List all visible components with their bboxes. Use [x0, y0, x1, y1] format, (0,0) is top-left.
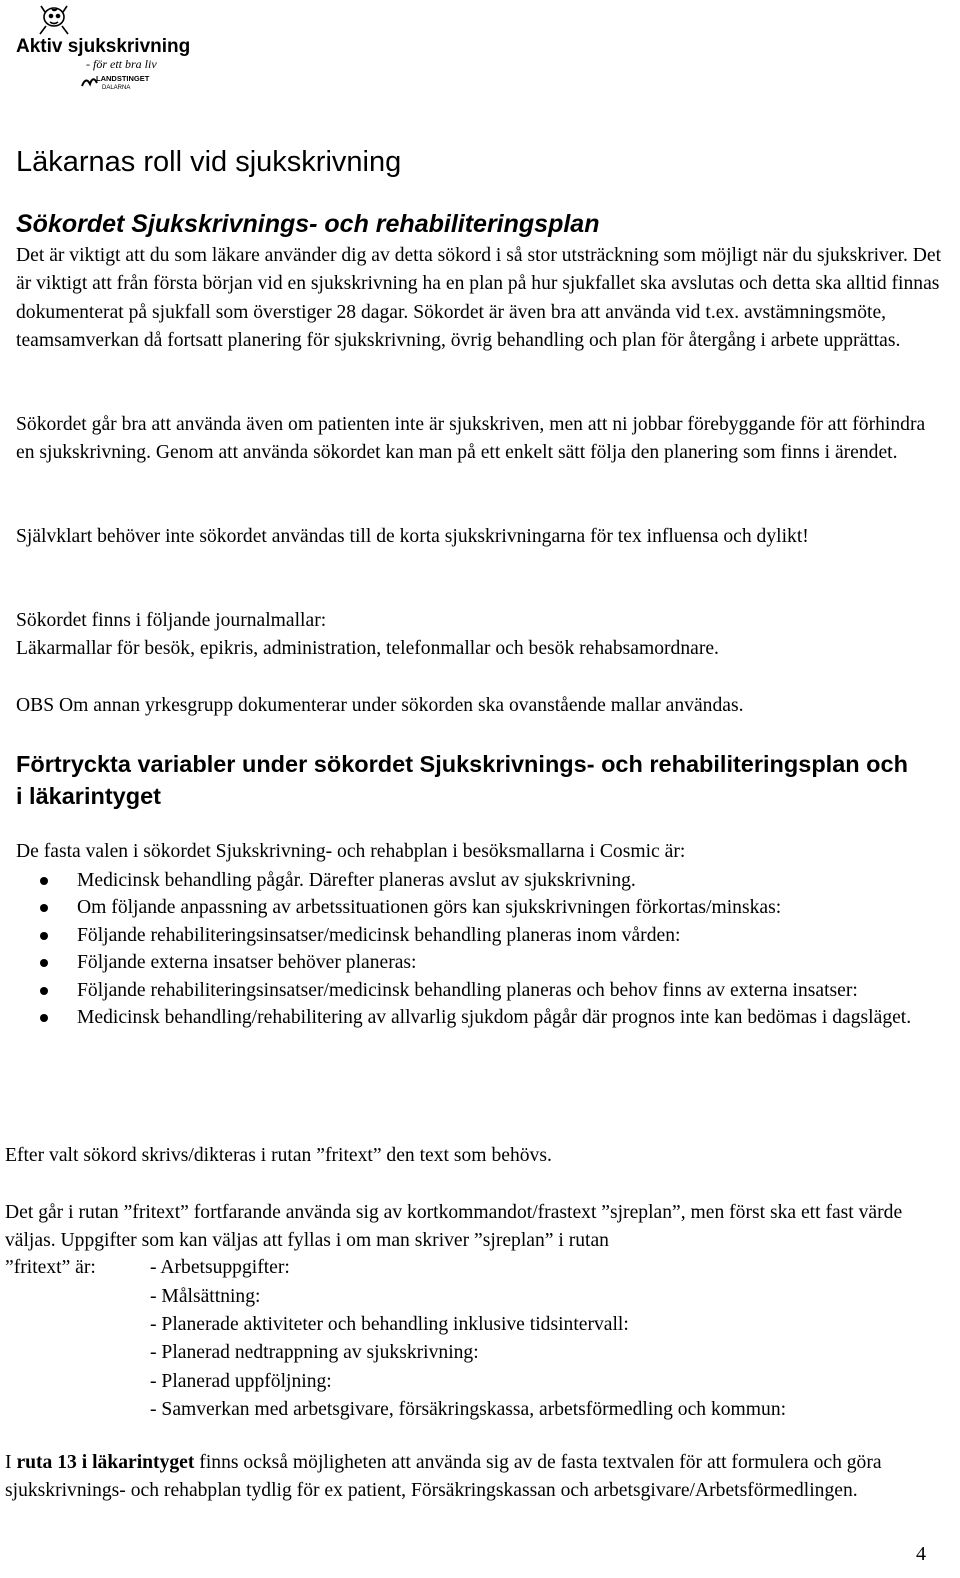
bullet-icon	[40, 1014, 48, 1022]
journal-list: Läkarmallar för besök, epikris, administration, telefonmallar och besök rehabsamordnare.	[16, 638, 719, 660]
mascot-icon	[40, 6, 68, 34]
landstinget-mark	[82, 74, 150, 91]
list-item: - Planerad nedtrappning av sjukskrivning:	[150, 1342, 479, 1364]
fritext-items-list	[150, 1254, 786, 1424]
journal-templates	[16, 607, 946, 664]
logo-graphic	[14, 2, 202, 94]
logo-org: LANDSTINGET	[96, 74, 150, 83]
bullet-icon	[40, 877, 48, 885]
aktiv-sjukskrivning-logo	[14, 2, 202, 94]
list-item: - Arbetsuppgifter:	[150, 1257, 290, 1279]
list-item	[40, 977, 920, 1004]
paragraph-2: Sökordet går bra att använda även om patienten inte är sjukskriven, men att ni jobbar förebyggande för att förhindra en sjukskrivning. Genom att använda sökordet kan man på ett enkelt sätt följa den planering som finns i ärendet.	[16, 414, 926, 464]
logo-tagline: - för ett bra liv	[86, 57, 157, 71]
list-item	[40, 867, 920, 894]
fritext-options	[5, 1254, 955, 1424]
list-item	[40, 1004, 920, 1031]
list-item-text: Följande rehabiliteringsinsatser/medicinsk behandling planeras inom vården:	[77, 924, 681, 946]
bullet-icon	[40, 932, 48, 940]
fixed-choices-intro: De fasta valen i sökordet Sjukskrivning- och rehabplan i besöksmallarna i Cosmic är:	[16, 841, 686, 862]
fixed-choices-list	[40, 867, 920, 1031]
final-prefix: I	[5, 1452, 17, 1473]
list-item: - Planerade aktiviteter och behandling inklusive tidsintervall:	[150, 1314, 629, 1335]
bullet-icon	[40, 959, 48, 967]
page-number: 4	[916, 1543, 926, 1565]
fritext-section	[5, 1199, 955, 1425]
final-bold: ruta 13 i läkarintyget	[16, 1452, 195, 1473]
list-item	[40, 894, 920, 921]
logo-org-sub: DALARNA	[102, 85, 131, 91]
paragraph-3: Självklart behöver inte sökordet användas till de korta sjukskrivningarna för tex influensa och dylikt!	[16, 526, 809, 547]
section-subtitle: Sökordet Sjukskrivnings- och rehabiliteringsplan	[16, 210, 600, 238]
bullet-icon	[40, 904, 48, 912]
bullet-icon	[40, 987, 48, 995]
final-paragraph	[5, 1449, 950, 1504]
page-title: Läkarnas roll vid sjukskrivning	[16, 146, 402, 178]
list-item-text: Om följande anpassning av arbetssituationen görs kan sjukskrivningen förkortas/minskas:	[77, 897, 782, 919]
list-item: - Samverkan med arbetsgivare, försäkringskassa, arbetsförmedling och kommun:	[150, 1399, 787, 1421]
list-item: - Planerad uppföljning:	[150, 1370, 332, 1392]
list-item	[40, 922, 920, 949]
variables-heading: Förtryckta variabler under sökordet Sjukskrivnings- och rehabiliteringsplan och i läkarintyget	[16, 751, 908, 809]
obs-note: OBS Om annan yrkesgrupp dokumenterar under sökorden ska ovanstående mallar användas.	[16, 695, 744, 716]
fritext-label: ”fritext” är:	[5, 1257, 96, 1279]
logo-title: Aktiv sjukskrivning	[16, 36, 191, 57]
intro-paragraph: Det är viktigt att du som läkare använder dig av detta sökord i så stor utsträckning som möjligt när du sjukskriver. Det är viktigt att från första början vid en sjukskrivning ha en plan på hur sjukfallet ska avslutas och detta ska alltid finnas dokumenterat på sjukfall som överstiger 28 dagar. Sökordet är även bra att använda vid t.ex. avstämningsmöte, teamsamverkan då fortsatt planering för sjukskrivning, övrig behandling och plan för återgång i arbete upprättas.	[16, 245, 942, 351]
list-item-text: Medicinsk behandling pågår. Därefter planeras avslut av sjukskrivning.	[77, 870, 636, 891]
list-item-text: Följande rehabiliteringsinsatser/medicinsk behandling planeras och behov finns av externa insatser:	[77, 979, 858, 1001]
list-item	[40, 949, 920, 976]
list-item-text: Medicinsk behandling/rehabilitering av allvarlig sjukdom pågår där prognos inte kan bedömas i dagsläget.	[77, 1007, 912, 1029]
fritext-paragraph: Det går i rutan ”fritext” fortfarande använda sig av kortkommandot/frastext ”sjreplan”, men först ska ett fast värde väljas. Uppgifter som kan väljas att fyllas i om man skriver ”sjreplan” i rutan	[5, 1202, 903, 1251]
journal-label: Sökordet finns i följande journalmallar:	[16, 610, 327, 631]
final-rest: finns också möjligheten att använda sig av de fasta textvalen för att formulera och göra sjukskrivnings- och rehabplan tydlig för ex patient, Försäkringskassan och arbetsgivare/Arbetsförmedlingen.	[5, 1452, 882, 1501]
after-choice-note: Efter valt sökord skrivs/dikteras i rutan ”fritext” den text som behövs.	[5, 1145, 552, 1166]
list-item-text: Följande externa insatser behöver planeras:	[77, 952, 417, 974]
list-item: - Målsättning:	[150, 1285, 261, 1307]
